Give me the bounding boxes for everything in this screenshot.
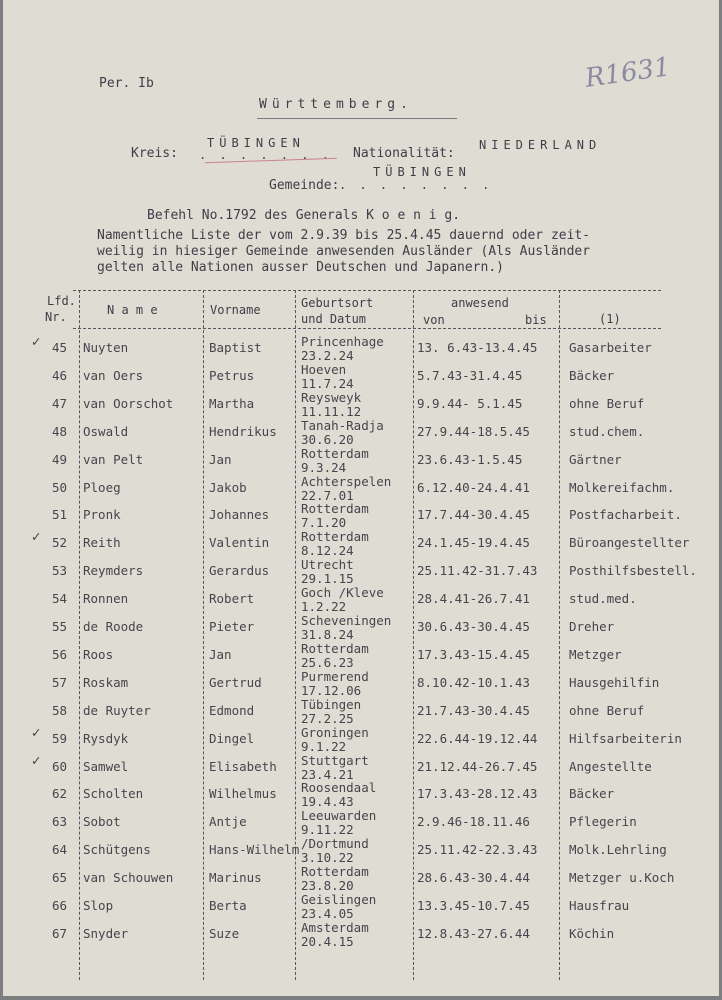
intro-line-2: weilig in hiesiger Gemeinde anwesenden Ausländer (Als Ausländer [97, 244, 591, 259]
row-geburtsdatum: 9.11.22 [301, 822, 354, 838]
row-name: van Oorschot [83, 395, 174, 411]
table-row [3, 529, 719, 563]
row-geburtsort: Tanah-Radja [301, 417, 384, 433]
row-vorname: Gerardus [209, 563, 270, 579]
header-geburt-2: und Datum [301, 312, 367, 326]
row-number: 50 [51, 479, 67, 495]
row-name: Schütgens [83, 842, 151, 858]
row-anwesend: 17.7.44-30.4.45 [417, 507, 530, 523]
row-number: 46 [51, 367, 67, 383]
row-check-mark: ✓ [31, 724, 42, 740]
row-check-mark: ✓ [31, 529, 42, 545]
row-anwesend: 30.6.43-30.4.45 [417, 619, 530, 634]
row-anwesend: 5.7.43-31.4.45 [417, 367, 523, 383]
row-name: Sobot [83, 814, 121, 830]
row-name: de Roode [83, 619, 144, 634]
table-top-rule [73, 290, 661, 291]
row-number: 54 [51, 591, 67, 607]
row-vorname: Jakob [209, 479, 247, 495]
row-anwesend: 25.11.42-31.7.43 [417, 563, 538, 579]
row-beruf: stud.chem. [569, 423, 645, 439]
row-geburtsort: Goch /Kleve [301, 585, 384, 601]
row-geburtsdatum: 23.2.24 [301, 348, 354, 363]
row-check-mark: ✓ [31, 752, 42, 768]
per-code: Per. Ib [99, 76, 154, 91]
row-anwesend: 6.12.40-24.4.41 [417, 479, 530, 495]
row-beruf: Büroangestellter [569, 535, 690, 551]
row-beruf: Köchin [569, 925, 615, 941]
row-name: Roos [83, 646, 114, 662]
row-geburtsdatum: 20.4.15 [301, 933, 354, 949]
row-geburtsort: Achterspelen [301, 473, 392, 489]
row-vorname: Jan [209, 646, 232, 662]
row-beruf: Pflegerin [569, 814, 637, 830]
header-nr: Nr. [45, 310, 67, 324]
row-number: 47 [51, 395, 67, 411]
row-geburtsdatum: 30.6.20 [301, 431, 354, 447]
row-name: Ploeg [83, 479, 121, 495]
row-name: Oswald [83, 423, 129, 439]
row-beruf: Bäcker [569, 367, 615, 383]
row-geburtsort: Rotterdam [301, 640, 369, 656]
row-vorname: Hans-Wilhelm [209, 842, 300, 858]
row-number: 53 [51, 563, 67, 579]
header-vorname: Vorname [210, 303, 261, 317]
row-number: 56 [51, 646, 67, 662]
row-geburtsort: /Dortmund [301, 836, 369, 852]
row-geburtsdatum: 1.2.22 [301, 599, 347, 615]
row-vorname: Elisabeth [209, 758, 277, 774]
row-geburtsdatum: 3.10.22 [301, 850, 354, 866]
row-anwesend: 25.11.42-22.3.43 [417, 842, 538, 858]
kreis-value: TÜBINGEN [207, 136, 305, 150]
document-page [3, 0, 719, 996]
gemeinde-label: Gemeinde: [269, 178, 340, 193]
row-anwesend: 22.6.44-19.12.44 [417, 730, 538, 746]
row-vorname: Robert [209, 591, 255, 607]
row-geburtsort: Rotterdam [301, 445, 369, 461]
row-anwesend: 21.7.43-30.4.45 [417, 702, 530, 718]
row-geburtsort: Tübingen [301, 696, 362, 712]
row-name: van Pelt [83, 451, 144, 467]
row-vorname: Gertrud [209, 674, 262, 690]
row-name: Reith [83, 535, 121, 551]
row-name: van Oers [83, 367, 144, 383]
row-geburtsort: Rotterdam [301, 529, 369, 545]
row-vorname: Martha [209, 395, 255, 411]
row-geburtsort: Geislingen [301, 892, 377, 907]
row-anwesend: 24.1.45-19.4.45 [417, 535, 530, 551]
header-lfd: Lfd. [47, 294, 76, 308]
row-geburtsort: Amsterdam [301, 919, 369, 935]
row-geburtsort: Princenhage [301, 334, 384, 349]
row-vorname: Suze [209, 925, 240, 941]
row-vorname: Pieter [209, 619, 255, 634]
row-vorname: Johannes [209, 507, 270, 523]
table-row [3, 334, 719, 368]
row-beruf: Metzger u.Koch [569, 870, 675, 886]
row-geburtsort: Utrecht [301, 557, 354, 573]
row-number: 51 [51, 507, 67, 523]
row-geburtsdatum: 23.4.21 [301, 766, 354, 782]
header-bis: bis [525, 313, 547, 327]
row-number: 64 [51, 842, 67, 858]
row-anwesend: 27.9.44-18.5.45 [417, 423, 530, 439]
row-name: Ronnen [83, 591, 129, 607]
row-anwesend: 8.10.42-10.1.43 [417, 674, 530, 690]
intro-line-1: Namentliche Liste der vom 2.9.39 bis 25.4.45 dauernd oder zeit- [97, 228, 591, 243]
row-geburtsdatum: 9.3.24 [301, 459, 347, 475]
row-beruf: Gasarbeiter [569, 340, 652, 355]
nationalitaet-label: Nationalität: [353, 146, 455, 161]
header-anwesend: anwesend [451, 296, 509, 310]
row-beruf: Posthilfsbestell. [569, 563, 697, 579]
table-row [3, 919, 719, 954]
row-name: van Schouwen [83, 870, 174, 886]
row-geburtsdatum: 11.11.12 [301, 403, 362, 419]
row-anwesend: 17.3.43-15.4.45 [417, 646, 530, 662]
gemeinde-dots: . . . . . . . . [339, 178, 493, 192]
row-geburtsdatum: 27.2.25 [301, 710, 354, 726]
row-anwesend: 9.9.44- 5.1.45 [417, 395, 523, 411]
row-geburtsort: Stuttgart [301, 752, 369, 768]
row-vorname: Edmond [209, 702, 255, 718]
nationalitaet-value: NIEDERLAND [479, 138, 602, 152]
row-geburtsdatum: 29.1.15 [301, 571, 354, 587]
row-beruf: ohne Beruf [569, 395, 645, 411]
row-beruf: Postfacharbeit. [569, 507, 682, 523]
row-anwesend: 13. 6.43-13.4.45 [417, 340, 538, 355]
row-number: 67 [51, 925, 67, 941]
row-anwesend: 2.9.46-18.11.46 [417, 814, 530, 830]
kreis-dots: . . . . . . . [199, 148, 332, 162]
row-geburtsort: Leeuwarden [301, 808, 377, 824]
row-name: Snyder [83, 925, 129, 941]
row-number: 45 [51, 340, 67, 355]
row-beruf: stud.med. [569, 591, 637, 607]
row-name: Pronk [83, 507, 121, 523]
row-name: Nuyten [83, 340, 129, 355]
row-geburtsdatum: 7.1.20 [301, 515, 347, 531]
row-beruf: Hilfsarbeiterin [569, 730, 682, 746]
row-vorname: Baptist [209, 340, 262, 355]
row-number: 57 [51, 674, 67, 690]
row-number: 48 [51, 423, 67, 439]
row-vorname: Antje [209, 814, 247, 830]
row-geburtsort: Rotterdam [301, 864, 369, 880]
row-anwesend: 28.6.43-30.4.44 [417, 870, 530, 886]
table-header-rule [73, 328, 661, 329]
row-geburtsdatum: 22.7.01 [301, 487, 354, 503]
row-geburtsdatum: 23.8.20 [301, 878, 354, 894]
row-anwesend: 28.4.41-26.7.41 [417, 591, 530, 607]
header-von: von [423, 313, 445, 327]
row-number: 49 [51, 451, 67, 467]
row-geburtsdatum: 25.6.23 [301, 654, 354, 670]
row-number: 59 [51, 730, 67, 746]
row-check-mark: ✓ [31, 334, 42, 349]
row-vorname: Valentin [209, 535, 270, 551]
row-beruf: Dreher [569, 619, 615, 634]
row-beruf: ohne Beruf [569, 702, 645, 718]
row-geburtsdatum: 11.7.24 [301, 375, 354, 391]
row-geburtsort: Scheveningen [301, 613, 392, 628]
row-vorname: Wilhelmus [209, 786, 277, 802]
row-geburtsdatum: 17.12.06 [301, 682, 362, 698]
row-geburtsort: Reysweyk [301, 389, 362, 405]
header-geburt-1: Geburtsort [301, 296, 374, 310]
row-beruf: Gärtner [569, 451, 622, 467]
kreis-label: Kreis: [131, 146, 178, 161]
row-vorname: Petrus [209, 367, 255, 383]
row-anwesend: 13.3.45-10.7.45 [417, 898, 530, 913]
row-geburtsdatum: 23.4.05 [301, 906, 354, 921]
land-title: Württemberg. [259, 97, 413, 112]
row-vorname: Berta [209, 898, 247, 913]
row-number: 66 [51, 898, 67, 913]
row-geburtsdatum: 9.1.22 [301, 738, 347, 754]
row-geburtsort: Groningen [301, 724, 369, 740]
row-vorname: Hendrikus [209, 423, 277, 439]
row-vorname: Dingel [209, 730, 255, 746]
header-name: N a m e [107, 303, 158, 317]
row-beruf: Molkereifachm. [569, 479, 675, 495]
row-name: Slop [83, 898, 114, 913]
row-beruf: Angestellte [569, 758, 652, 774]
row-name: Reymders [83, 563, 144, 579]
row-beruf: Hausgehilfin [569, 674, 660, 690]
row-geburtsort: Purmerend [301, 668, 369, 684]
intro-line-3: gelten alle Nationen ausser Deutschen und Japanern.) [97, 260, 504, 275]
gemeinde-value: TÜBINGEN [373, 165, 471, 179]
row-geburtsdatum: 31.8.24 [301, 627, 354, 642]
row-beruf: Bäcker [569, 786, 615, 802]
title-underline [257, 118, 457, 119]
row-name: Rysdyk [83, 730, 129, 746]
row-anwesend: 23.6.43-1.5.45 [417, 451, 523, 467]
row-anwesend: 12.8.43-27.6.44 [417, 925, 530, 941]
row-geburtsdatum: 19.4.43 [301, 794, 354, 810]
row-geburtsort: Rotterdam [301, 501, 369, 517]
row-name: Roskam [83, 674, 129, 690]
row-number: 65 [51, 870, 67, 886]
row-anwesend: 17.3.43-28.12.43 [417, 786, 538, 802]
row-name: Scholten [83, 786, 144, 802]
pencil-archive-note: R1631 [583, 52, 673, 94]
row-name: de Ruyter [83, 702, 151, 718]
row-vorname: Marinus [209, 870, 262, 886]
row-geburtsort: Hoeven [301, 361, 347, 377]
row-name: Samwel [83, 758, 129, 774]
row-number: 58 [51, 702, 67, 718]
befehl-line: Befehl No.1792 des Generals K o e n i g. [147, 208, 461, 223]
row-beruf: Hausfrau [569, 898, 630, 913]
row-beruf: Molk.Lehrling [569, 842, 667, 858]
row-number: 62 [51, 786, 67, 802]
row-vorname: Jan [209, 451, 232, 467]
row-number: 60 [51, 758, 67, 774]
row-number: 55 [51, 619, 67, 634]
row-anwesend: 21.12.44-26.7.45 [417, 758, 538, 774]
row-geburtsdatum: 8.12.24 [301, 543, 354, 559]
row-geburtsort: Roosendaal [301, 780, 377, 796]
row-beruf: Metzger [569, 646, 622, 662]
header-beruf: (1) [599, 312, 621, 326]
row-number: 52 [51, 535, 67, 551]
row-number: 63 [51, 814, 67, 830]
